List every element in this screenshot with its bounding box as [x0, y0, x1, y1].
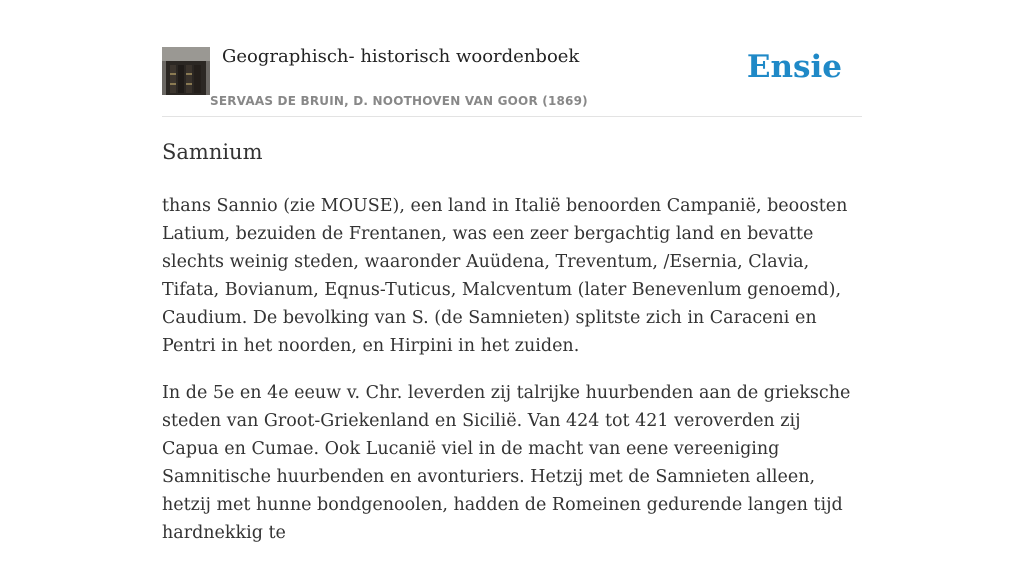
entry-body	[162, 192, 862, 566]
entry-title: Samnium	[162, 140, 263, 164]
entry-paragraph: In de 5e en 4e eeuw v. Chr. leverden zij talrijke huurbenden aan de grieksche steden van Groot-Griekenland en Sicilië. Van 424 tot 421 veroverden zij Capua en Cumae. Ook Lucanië viel in de macht van eene vereeniging Samnitische huurbenden en avonturiers. Hetzij met de Samnieten alleen, hetzij met hunne bondgenoolen, hadden de Romeinen gedurende langen tijd hardnekkig te	[162, 383, 851, 543]
entry-paragraph: thans Sannio (zie MOUSE), een land in Italië benoorden Campanië, beoosten Latium, bezuiden de Frentanen, was een zeer bergachtig land en bevatte slechts weinig steden, waaronder Auüdena, Treventum, /Esernia, Clavia, Tifata, Bovianum, Eqnus-Tuticus, Malcventum (later Benevenlum genoemd), Caudium. De bevolking van S. (de Samnieten) splitste zich in Caraceni en Pentri in het noorden, en Hirpini in het zuiden.	[162, 196, 848, 356]
book-cover-icon[interactable]	[162, 47, 210, 95]
header	[162, 0, 862, 117]
book-authors: SERVAAS DE BRUIN, D. NOOTHOVEN VAN GOOR (1869)	[210, 94, 588, 108]
content-container	[162, 0, 862, 543]
ensie-logo-link[interactable]: Ensie	[746, 49, 842, 85]
book-title[interactable]: Geographisch- historisch woordenboek	[222, 46, 580, 67]
